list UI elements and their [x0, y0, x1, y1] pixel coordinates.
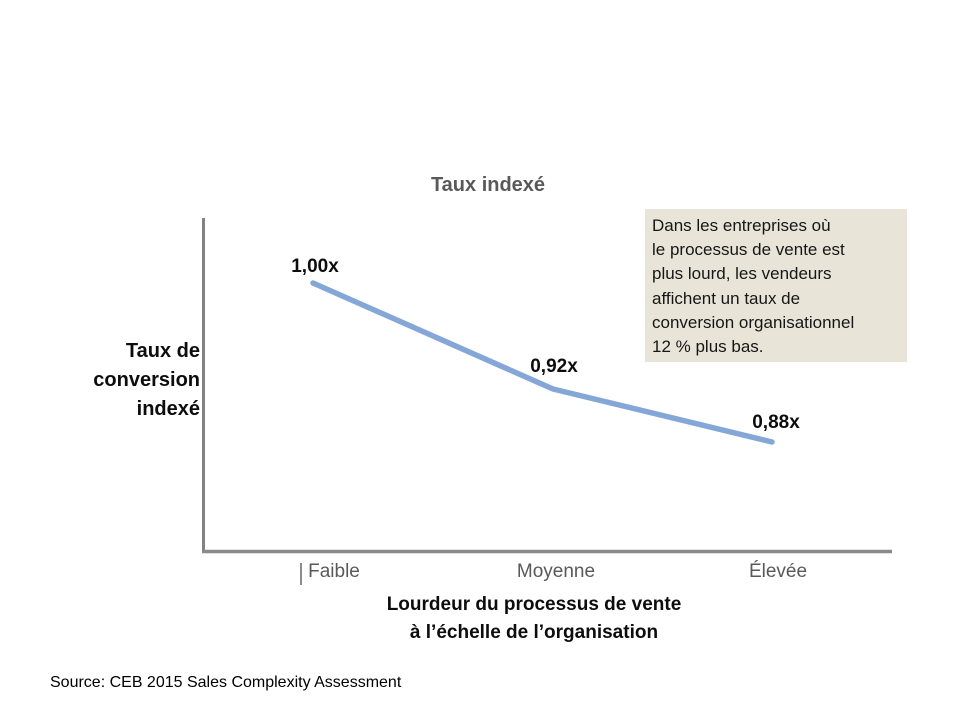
- annotation-text-line: conversion organisationnel: [652, 312, 855, 332]
- data-label-elevee: 0,88x: [752, 412, 800, 433]
- y-axis-title-line: indexé: [136, 398, 200, 420]
- x-axis-title-line: Lourdeur du processus de vente: [386, 594, 682, 615]
- y-axis-title: [55, 337, 200, 424]
- x-category-elevee: Élevée: [748, 561, 808, 582]
- annotation-text-line: Dans les entreprises où: [652, 216, 831, 235]
- x-category-moyenne: Moyenne: [516, 561, 596, 582]
- data-label-moyenne: 0,92x: [530, 356, 578, 377]
- annotation-text-line: le processus de vente est: [652, 240, 845, 260]
- x-category-faible: Faible: [308, 561, 360, 582]
- chart-title: Taux indexé: [430, 174, 546, 196]
- annotation-box: [645, 209, 907, 362]
- annotation-text-line: plus lourd, les vendeurs: [652, 264, 832, 284]
- y-axis-title-line: conversion: [93, 369, 200, 391]
- x-axis-title-line: à l’échelle de l’organisation: [409, 622, 659, 643]
- annotation-text-line: 12 % plus bas.: [652, 337, 764, 357]
- x-axis-title: [334, 591, 734, 647]
- y-axis-title-line: Taux de: [125, 340, 200, 362]
- annotation-text-line: affichent un taux de: [652, 288, 801, 308]
- data-label-faible: 1,00x: [291, 256, 339, 277]
- source-attribution: Source: CEB 2015 Sales Complexity Assessment: [50, 674, 402, 691]
